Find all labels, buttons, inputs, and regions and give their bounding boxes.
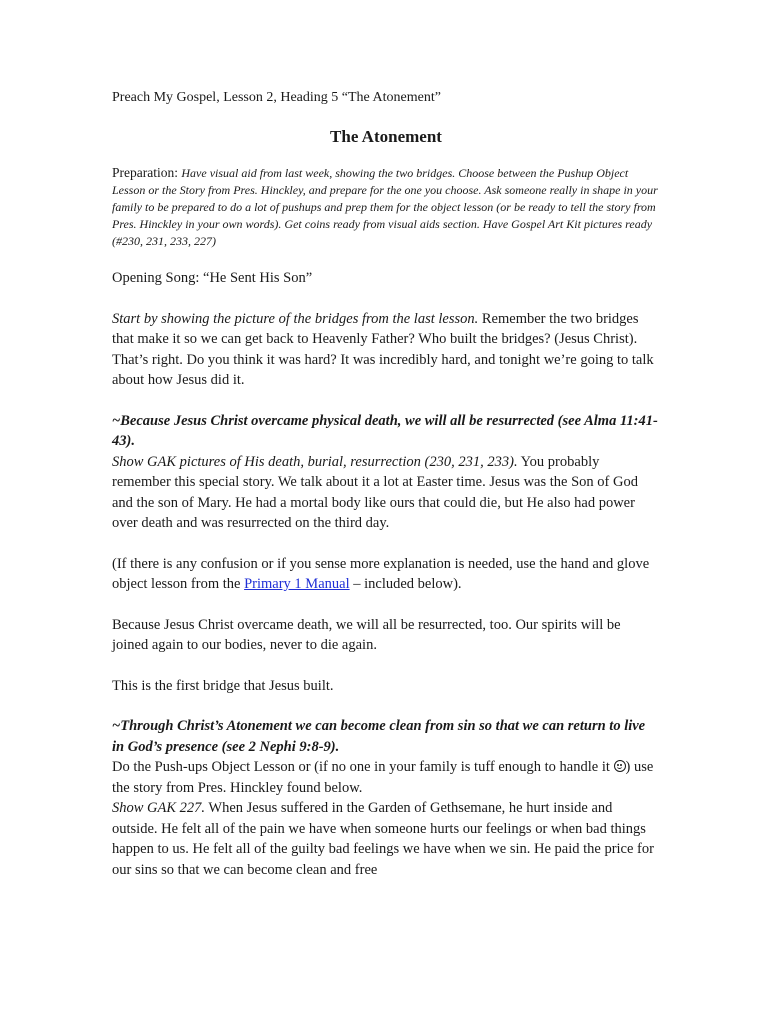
smiley-icon bbox=[614, 760, 626, 772]
opening-song: Opening Song: “He Sent His Son” bbox=[112, 270, 313, 286]
section1-heading: ~Because Jesus Christ overcame physical death, we will all be resurrected (see Alma 11:41-43). bbox=[112, 412, 658, 449]
preparation-label: Preparation bbox=[112, 165, 175, 180]
page-title: The Atonement bbox=[330, 127, 442, 146]
preparation-paragraph bbox=[112, 164, 660, 250]
course-line: Preach My Gospel, Lesson 2, Heading 5 “The Atonement” bbox=[112, 90, 441, 105]
intro-paragraph bbox=[112, 309, 660, 391]
pushups-text-after: ) use the story from Pres. Hinckley found below. bbox=[112, 759, 654, 796]
primary-manual-link[interactable]: Primary 1 Manual bbox=[244, 576, 350, 592]
section2-block bbox=[112, 716, 660, 880]
section2-heading: ~Through Christ’s Atonement we can become clean from sin so that we can return to live in God’s presence (see 2 Nephi 9:8-9). bbox=[112, 718, 646, 755]
pushups-text-before: Do the Push-ups Object Lesson or (if no one in your family is tuff enough to handle it bbox=[112, 759, 614, 775]
note-text-after: – included below). bbox=[349, 576, 462, 592]
section2-instruction: Show GAK 227. bbox=[112, 800, 206, 816]
document-page bbox=[112, 88, 660, 880]
section1-text: You probably remember this special story. We talk about it a lot at Easter time. Jesus was the Son of God and the son of Mary. He had a mortal body like ours that could die, but He also had power over death and was resurrected on the third day. bbox=[112, 453, 638, 531]
section1-instruction: Show GAK pictures of His death, burial, resurrection (230, 231, 233). bbox=[112, 453, 518, 470]
section1-block bbox=[112, 411, 660, 534]
note-text-before: (If there is any confusion or if you sense more explanation is needed, use the hand and glove object lesson from the bbox=[112, 555, 650, 592]
first-bridge-paragraph: This is the first bridge that Jesus built. bbox=[112, 677, 334, 694]
preparation-colon: : bbox=[174, 165, 182, 180]
section1-note bbox=[112, 554, 660, 595]
section2-text: When Jesus suffered in the Garden of Gethsemane, he hurt inside and outside. He felt all of the pain we have when someone hurts our feelings or when bad things happen to us. He felt all of the guilty bad feelings we have when we sin. He paid the price for our sins so that we can become clean and free bbox=[112, 800, 654, 878]
intro-text: Remember the two bridges that make it so we can get back to Heavenly Father? Who built the bridges? (Jesus Christ). That’s right. Do you think it was hard? It was incredibly hard, and tonight we’re going to talk about how Jesus did it. bbox=[112, 310, 654, 388]
intro-instruction: Start by showing the picture of the bridges from the last lesson. bbox=[112, 310, 479, 327]
resurrection-paragraph: Because Jesus Christ overcame death, we will all be resurrected, too. Our spirits will be joined again to our bodies, never to die again. bbox=[112, 616, 621, 653]
preparation-text: Have visual aid from last week, showing the two bridges. Choose between the Pushup Object Lesson or the Story from Pres. Hinckley, and prepare for the one you choose. Ask someone really in shape in your family to be prepared to do a lot of pushups and prep them for the object lesson (or be ready to tell the story from Pres. Hinckley in your own words). Get coins ready from visual aids section. Have Gospel Art Kit pictures ready (#230, 231, 233, 227) bbox=[112, 166, 658, 248]
